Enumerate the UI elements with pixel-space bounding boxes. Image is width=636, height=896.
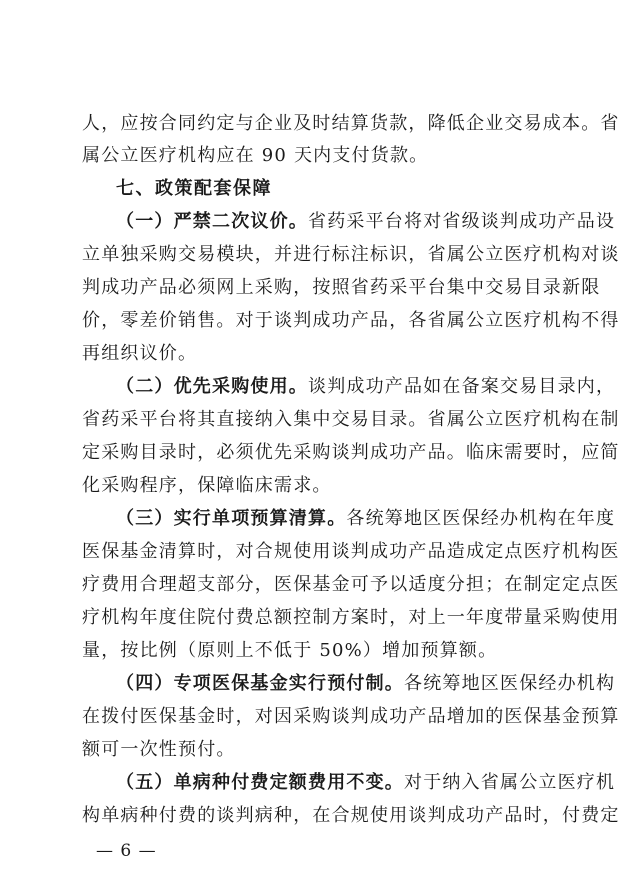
text-line: 省药采平台将其直接纳入集中交易目录。省属公立医疗机构在制 — [82, 409, 620, 430]
paragraph-text: 谈判成功产品如在备案交易目录内， — [308, 376, 616, 397]
text-line: 人，应按合同约定与企业及时结算货款，降低企业交易成本。省 — [82, 113, 620, 134]
text-line: 立单独采购交易模块，并进行标注标识，省属公立医疗机构对谈 — [82, 244, 620, 265]
text-line: 构单病种付费的谈判病种，在合规使用谈判成功产品时，付费定 — [82, 805, 620, 826]
paragraph-lead: （一）严禁二次议价。 — [116, 211, 308, 232]
paragraph-text: 各统筹地区医保经办机构 — [404, 673, 616, 694]
paragraph-lead: （三）实行单项预算清算。 — [116, 508, 347, 529]
text-line: 再组织议价。 — [82, 343, 198, 364]
text-line: 疗机构年度住院付费总额控制方案时，对上一年度带量采购使用 — [82, 607, 620, 628]
text-line: 额可一次性预付。 — [82, 739, 236, 760]
text-line: 定采购目录时，必须优先采购谈判成功产品。临床需要时，应简 — [82, 442, 620, 463]
paragraph-text: 对于纳入省属公立医疗机 — [404, 772, 616, 793]
paragraph-lead: （五）单病种付费定额费用不变。 — [116, 772, 404, 793]
paragraph-lead: （二）优先采购使用。 — [116, 376, 308, 397]
text-line: 量，按比例（原则上不低于 50%）增加预算额。 — [82, 640, 498, 661]
page-number: — 6 — — [96, 841, 157, 861]
paragraph-first-line — [116, 508, 616, 530]
paragraph-first-line — [116, 211, 616, 233]
paragraph-lead: （四）专项医保基金实行预付制。 — [116, 673, 404, 694]
paragraph-first-line — [116, 772, 616, 794]
paragraph-text: 各统筹地区医保经办机构在年度 — [346, 508, 616, 529]
text-line: 属公立医疗机构应在 90 天内支付货款。 — [82, 145, 429, 166]
text-line: 判成功产品必须网上采购，按照省药采平台集中交易目录新限 — [82, 277, 601, 298]
paragraph-first-line — [116, 376, 616, 398]
paragraph-text: 省药采平台将对省级谈判成功产品设 — [308, 211, 616, 232]
section-heading: 七、政策配套保障 — [116, 178, 272, 199]
text-line: 价，零差价销售。对于谈判成功产品，各省属公立医疗机构不得 — [82, 310, 620, 331]
text-line: 疗费用合理超支部分，医保基金可予以适度分担；在制定定点医 — [82, 574, 620, 595]
text-line: 在拨付医保基金时，对因采购谈判成功产品增加的医保基金预算 — [82, 706, 620, 727]
paragraph-first-line — [116, 673, 616, 695]
text-line: 医保基金清算时，对合规使用谈判成功产品造成定点医疗机构医 — [82, 541, 620, 562]
text-line: 化采购程序，保障临床需求。 — [82, 475, 332, 496]
